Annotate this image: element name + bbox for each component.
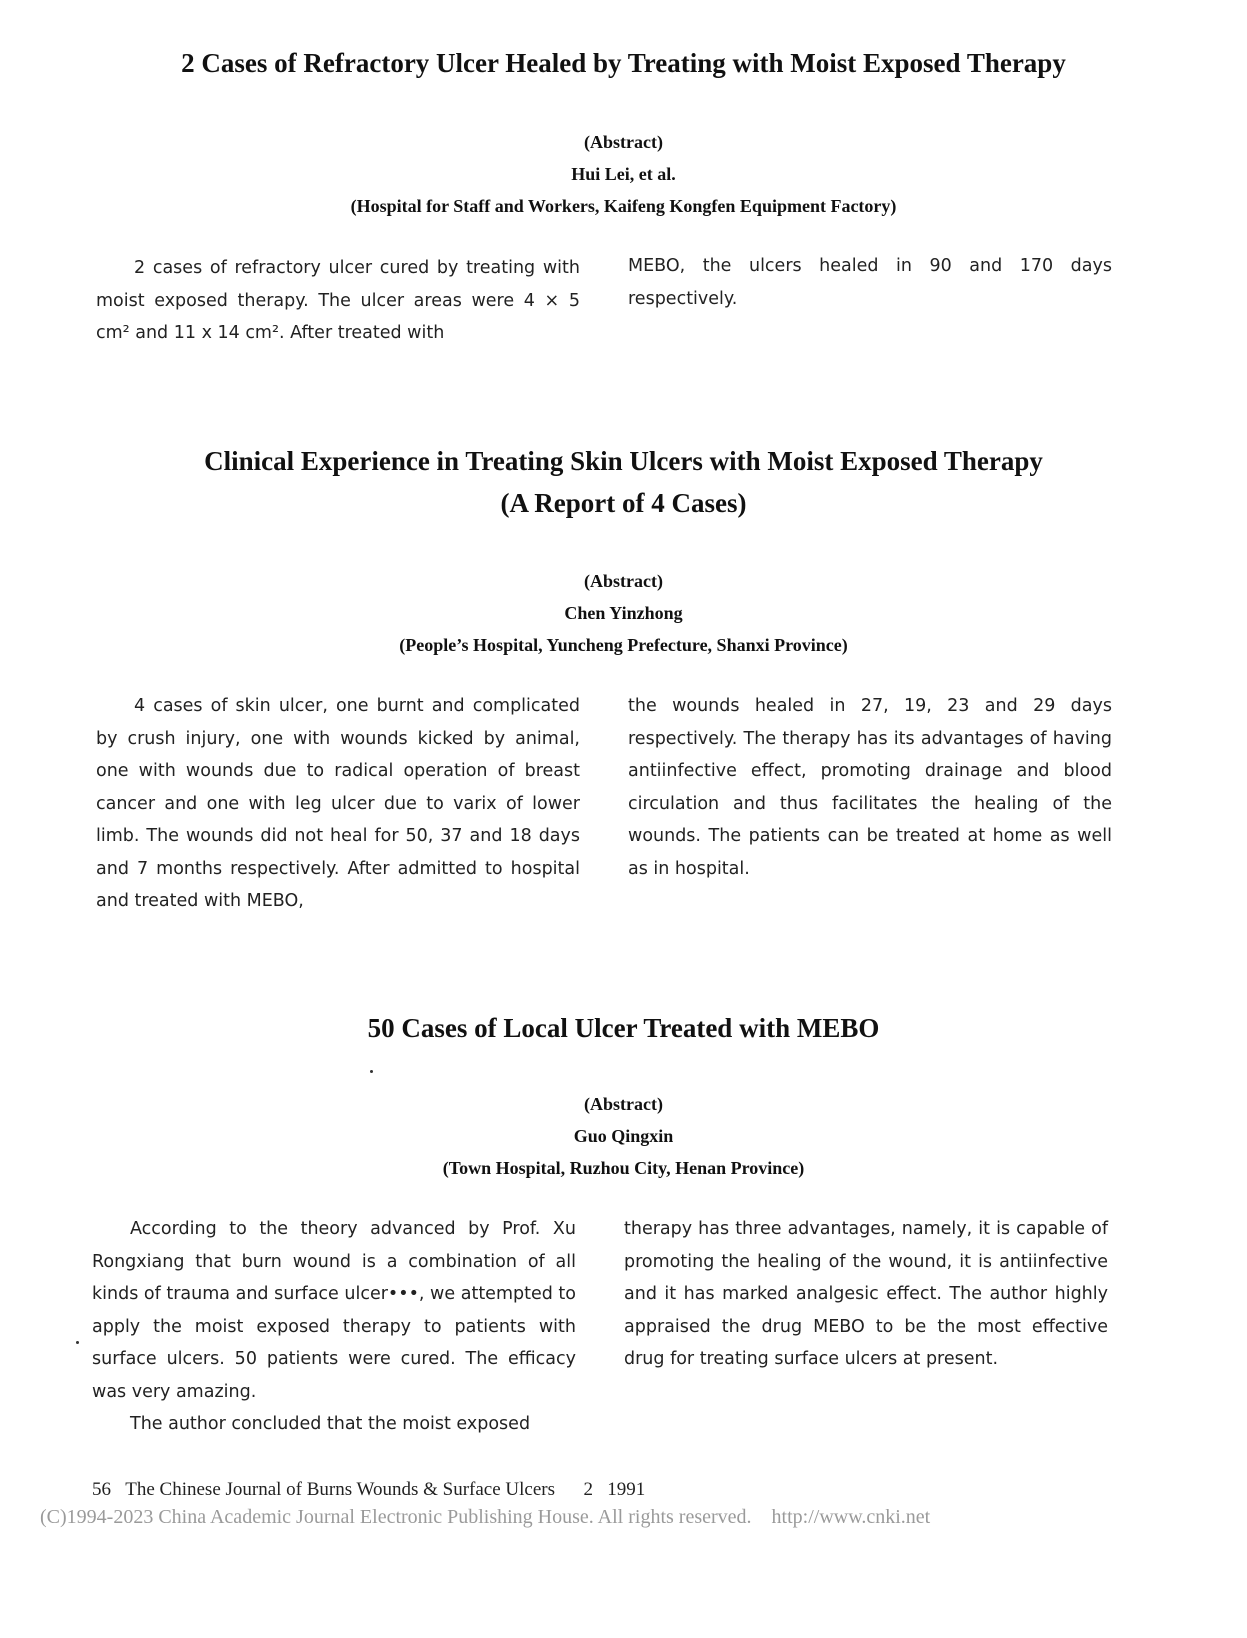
article-2-column-left [96, 690, 580, 918]
article-3-title-line: 50 Cases of Local Ulcer Treated with MEBO [367, 1013, 880, 1043]
article-1-column-left [96, 252, 580, 350]
article-2-meta [60, 565, 1187, 661]
copyright-url: http://www.cnki.net [771, 1506, 931, 1528]
article-1-paragraph: MEBO, the ulcers healed in 90 and 170 days respectively. [628, 256, 1112, 309]
issue-year: 1991 [607, 1479, 646, 1500]
article-2-column-right [628, 690, 1112, 885]
article-2-affiliation: (People’s Hospital, Yuncheng Prefecture, Shanxi Province) [399, 635, 848, 655]
article-3-paragraph: therapy has three advantages, namely, it is capable of promoting the healing of the wound, it is antiinfective and it has marked analgesic effect. The author highly appraised the drug MEBO to be the most effective drug for treating surface ulcers at present. [624, 1219, 1108, 1369]
article-3-meta [60, 1088, 1187, 1184]
article-2-paragraph: 4 cases of skin ulcer, one burnt and complicated by crush injury, one with wounds kicked by animal, one with wounds due to radical operation of breast cancer and one with leg ulcer due to varix of lower limb. The wounds did not heal for 50, 37 and 18 days and 7 months respectively. After admitted to hospital and treated with MEBO, [96, 696, 580, 911]
scan-speck [76, 1341, 79, 1344]
article-1-column-right [628, 250, 1112, 315]
article-3-paragraph: The author concluded that the moist exposed [130, 1414, 531, 1434]
article-3-affiliation: (Town Hospital, Ruzhou City, Henan Province) [442, 1158, 805, 1178]
page-number: 56 [92, 1479, 111, 1500]
article-2-authors: Chen Yinzhong [564, 603, 683, 623]
article-2-title-line-2: (A Report of 4 Cases) [500, 488, 747, 518]
article-3-authors: Guo Qingxin [573, 1126, 674, 1146]
article-1-affiliation: (Hospital for Staff and Workers, Kaifeng Kongfen Equipment Factory) [350, 196, 897, 216]
article-3-title [60, 1007, 1187, 1049]
article-1-abstract-label: (Abstract) [584, 132, 663, 152]
copyright-text: (C)1994-2023 China Academic Journal Electronic Publishing House. All rights reserved. [40, 1506, 752, 1528]
journal-name: The Chinese Journal of Burns Wounds & Surface Ulcers [125, 1479, 556, 1500]
article-3-paragraph: According to the theory advanced by Prof. Xu Rongxiang that burn wound is a combination of all kinds of trauma and surface ulcer•••, we attempted to apply the moist exposed therapy to patients with surface ulcers. 50 patients were cured. The efficacy was very amazing. [92, 1219, 576, 1402]
article-2-abstract-label: (Abstract) [584, 571, 663, 591]
scan-speck [370, 1070, 373, 1073]
page-footer [92, 1479, 645, 1501]
article-3-column-right [624, 1213, 1108, 1376]
copyright-notice [40, 1506, 1210, 1529]
article-1-title [60, 42, 1187, 84]
article-2-title [60, 440, 1187, 524]
article-2-paragraph: the wounds healed in 27, 19, 23 and 29 days respectively. The therapy has its advantages of having antiinfective effect, promoting drainage and blood circulation and thus facilitates the healing of the wounds. The patients can be treated at home as well as in hospital. [628, 696, 1112, 879]
article-1-meta [60, 126, 1187, 222]
article-1-title-line: 2 Cases of Refractory Ulcer Healed by Treating with Moist Exposed Therapy [181, 48, 1066, 78]
issue-number: 2 [583, 1479, 594, 1500]
article-1-paragraph: 2 cases of refractory ulcer cured by treating with moist exposed therapy. The ulcer areas were 4 × 5 cm² and 11 x 14 cm². After treated with [96, 258, 580, 343]
article-3-column-left [92, 1213, 576, 1441]
article-1-authors: Hui Lei, et al. [571, 164, 676, 184]
article-2-title-line-1: Clinical Experience in Treating Skin Ulcers with Moist Exposed Therapy [204, 446, 1043, 476]
article-3-abstract-label: (Abstract) [584, 1094, 663, 1114]
